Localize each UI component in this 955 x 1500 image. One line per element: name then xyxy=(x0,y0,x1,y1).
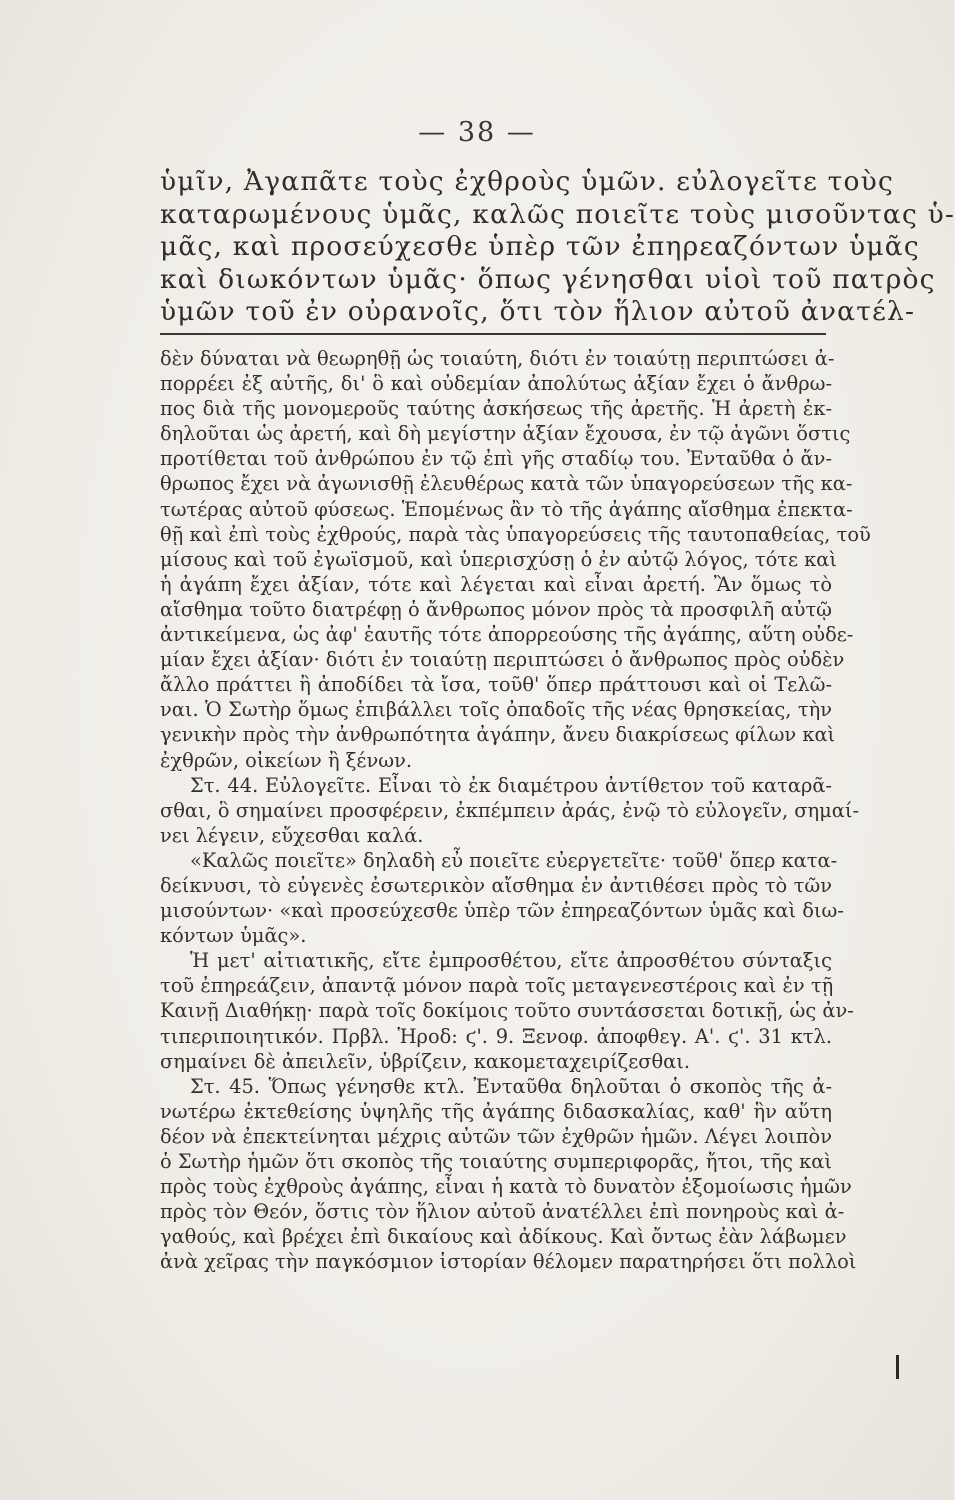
note-line: δέον νὰ ἐπεκτείνηται μέχρις αὐτῶν τῶν ἐχθρῶν ἡμῶν. Λέγει λοιπὸν xyxy=(160,1124,832,1148)
note-line: μίαν ἔχει ἀξίαν· διότι ἐν τοιαύτῃ περιπτώσει ὁ ἄνθρωπος πρὸς οὐδὲν xyxy=(160,648,845,672)
main-text-block xyxy=(160,166,955,329)
note-line: ἐχθρῶν, οἰκείων ἢ ξένων. xyxy=(160,748,413,772)
note-line: μισούντων· «καὶ προσεύχεσθε ὑπὲρ τῶν ἐπηρεαζόντων ὑμᾶς καὶ διω- xyxy=(160,899,844,923)
note-line: ὁ Σωτὴρ ἡμῶν ὅτι σκοπὸς τῆς τοιαύτης συμπεριφορᾶς, ἤτοι, τῆς καὶ xyxy=(160,1150,832,1173)
note-line: πορρέει ἐξ αὐτῆς, δι' ὃ καὶ οὐδεμίαν ἀπολύτως ἀξίαν ἔχει ὁ ἄνθρω- xyxy=(160,372,832,396)
note-line: «Καλῶς ποιεῖτε» δηλαδὴ εὖ ποιεῖτε εὐεργετεῖτε· τοῦθ' ὅπερ κατα- xyxy=(190,848,838,872)
note-line: Ἡ μετ' αἰτιατικῆς, εἴτε ἐμπροσθέτου, εἴτε ἀπροσθέτου σύνταξις xyxy=(190,949,832,973)
note-line: πρὸς τὸν Θεόν, ὅστις τὸν ἥλιον αὐτοῦ ἀνατέλλει ἐπὶ πονηροὺς καὶ ἀ- xyxy=(160,1200,845,1224)
note-line: ἄλλο πράττει ἢ ἀποδίδει τὰ ἴσα, τοῦθ' ὅπερ πράττουσι καὶ οἱ Τελῶ- xyxy=(160,673,832,697)
note-line: πος διὰ τῆς μονομεροῦς ταύτης ἀσκήσεως τῆς ἀρετῆς. Ἡ ἀρετὴ ἐκ- xyxy=(160,397,832,421)
main-text-line: μᾶς, καὶ προσεύχεσθε ὑπὲρ τῶν ἐπηρεαζόντων ὑμᾶς xyxy=(160,231,920,263)
note-line: ναι. Ὁ Σωτὴρ ὅμως ἐπιβάλλει τοῖς ὀπαδοῖς τῆς νέας θρησκείας, τὴν xyxy=(160,698,832,722)
commentary-notes xyxy=(160,346,871,1274)
note-line: θρωπος ἔχει νὰ ἀγωνισθῇ ἐλευθέρως κατὰ τῶν ὑπαγορεύσεων τῆς κα- xyxy=(160,472,853,496)
note-line: νωτέρω ἐκτεθείσης ὑψηλῆς τῆς ἀγάπης διδασκαλίας, καθ' ἣν αὕτη xyxy=(160,1099,832,1123)
note-line: Στ. 45. Ὅπως γένησθε κτλ. Ἐνταῦθα δηλοῦται ὁ σκοπὸς τῆς ἀ- xyxy=(190,1074,832,1098)
note-line: τωτέρας αὐτοῦ φύσεως. Ἑπομένως ἂν τὸ τῆς ἀγάπης αἴσθημα ἐπεκτα- xyxy=(160,497,853,521)
footnote-divider xyxy=(160,333,826,335)
note-line: δὲν δύναται νὰ θεωρηθῇ ὡς τοιαύτη, διότι ἐν τοιαύτῃ περιπτώσει ἀ- xyxy=(160,347,835,370)
note-line: σθαι, ὃ σημαίνει προσφέρειν, ἐκπέμπειν ἀράς, ἐνῷ τὸ εὐλογεῖν, σημαί- xyxy=(160,798,859,822)
note-line: νει λέγειν, εὔχεσθαι καλά. xyxy=(160,823,424,847)
main-text-line: καταρωμένους ὑμᾶς, καλῶς ποιεῖτε τοὺς μισοῦντας ὑ- xyxy=(160,198,955,230)
note-line: ἡ ἀγάπη ἔχει ἀξίαν, τότε καὶ λέγεται καὶ εἶναι ἀρετή. Ἂν ὅμως τὸ xyxy=(160,572,832,596)
note-line: δηλοῦται ὡς ἀρετή, καὶ δὴ μεγίστην ἀξίαν ἔχουσα, ἐν τῷ ἀγῶνι ὅστις xyxy=(160,422,851,446)
note-line: Στ. 44. Εὐλογεῖτε. Εἶναι τὸ ἐκ διαμέτρου ἀντίθετον τοῦ καταρᾶ- xyxy=(190,773,832,797)
main-text-line: καὶ διωκόντων ὑμᾶς· ὅπως γένησθαι υἱοὶ τοῦ πατρὸς xyxy=(160,263,936,295)
note-line: Καινῇ Διαθήκῃ· παρὰ τοῖς δοκίμοις τοῦτο συντάσσεται δοτικῇ, ὡς ἀν- xyxy=(160,999,854,1023)
note-line: σημαίνει δὲ ἀπειλεῖν, ὑβρίζειν, κακομεταχειρίζεσθαι. xyxy=(160,1049,691,1073)
note-line: τιπεριποιητικόν. Πρβλ. Ἡροδ: ϛ'. 9. Ξενοφ. ἀποφθεγ. Α'. ϛ'. 31 κτλ. xyxy=(160,1024,832,1048)
note-line: προτίθεται τοῦ ἀνθρώπου ἐν τῷ ἐπὶ γῆς σταδίῳ του. Ἐνταῦθα ὁ ἄν- xyxy=(160,447,832,471)
main-text-line: ὑμῖν, Ἀγαπᾶτε τοὺς ἐχθροὺς ὑμῶν. εὐλογεῖτε τοὺς xyxy=(160,166,895,197)
note-line: γενικὴν πρὸς τὴν ἀνθρωπότητα ἀγάπην, ἄνευ διακρίσεως φίλων καὶ xyxy=(160,723,836,747)
note-line: αἴσθημα τοῦτο διατρέφῃ ὁ ἄνθρωπος μόνον πρὸς τὰ προσφιλῆ αὐτῷ xyxy=(160,597,832,621)
note-line: ἀντικείμενα, ὡς ἀφ' ἑαυτῆς τότε ἀπορρεούσης τῆς ἀγάπης, αὕτη οὐδε- xyxy=(160,623,854,647)
note-line: ἀνὰ χεῖρας τὴν παγκόσμιον ἱστορίαν θέλομεν παρατηρήσει ὅτι πολλοὶ xyxy=(160,1250,857,1274)
note-line: τοῦ ἐπηρεάζειν, ἀπαντᾷ μόνον παρὰ τοῖς μεταγενεστέροις καὶ ἐν τῇ xyxy=(160,974,834,998)
note-line: θῇ καὶ ἐπὶ τοὺς ἐχθρούς, παρὰ τὰς ὑπαγορεύσεις τῆς ταυτοπαθείας, τοῦ xyxy=(160,522,871,546)
note-line: μίσους καὶ τοῦ ἐγωϊσμοῦ, καὶ ὑπερισχύσῃ ὁ ἐν αὐτῷ λόγος, τότε καὶ xyxy=(160,547,837,571)
note-line: κόντων ὑμᾶς». xyxy=(160,924,307,948)
margin-mark xyxy=(896,1355,899,1379)
note-line: πρὸς τοὺς ἐχθροὺς ἀγάπης, εἶναι ἡ κατὰ τὸ δυνατὸν ἐξομοίωσις ἡμῶν xyxy=(160,1175,852,1199)
main-text-line: ὑμῶν τοῦ ἐν οὐρανοῖς, ὅτι τὸν ἥλιον αὐτοῦ ἀνατέλ- xyxy=(160,296,916,328)
page-number: — 38 — xyxy=(418,117,536,148)
note-line: γαθούς, καὶ βρέχει ἐπὶ δικαίους καὶ ἀδίκους. Καὶ ὄντως ἐὰν λάβωμεν xyxy=(160,1225,847,1249)
note-line: δείκνυσι, τὸ εὐγενὲς ἐσωτερικὸν αἴσθημα ἐν ἀντιθέσει πρὸς τὸ τῶν xyxy=(160,873,832,897)
